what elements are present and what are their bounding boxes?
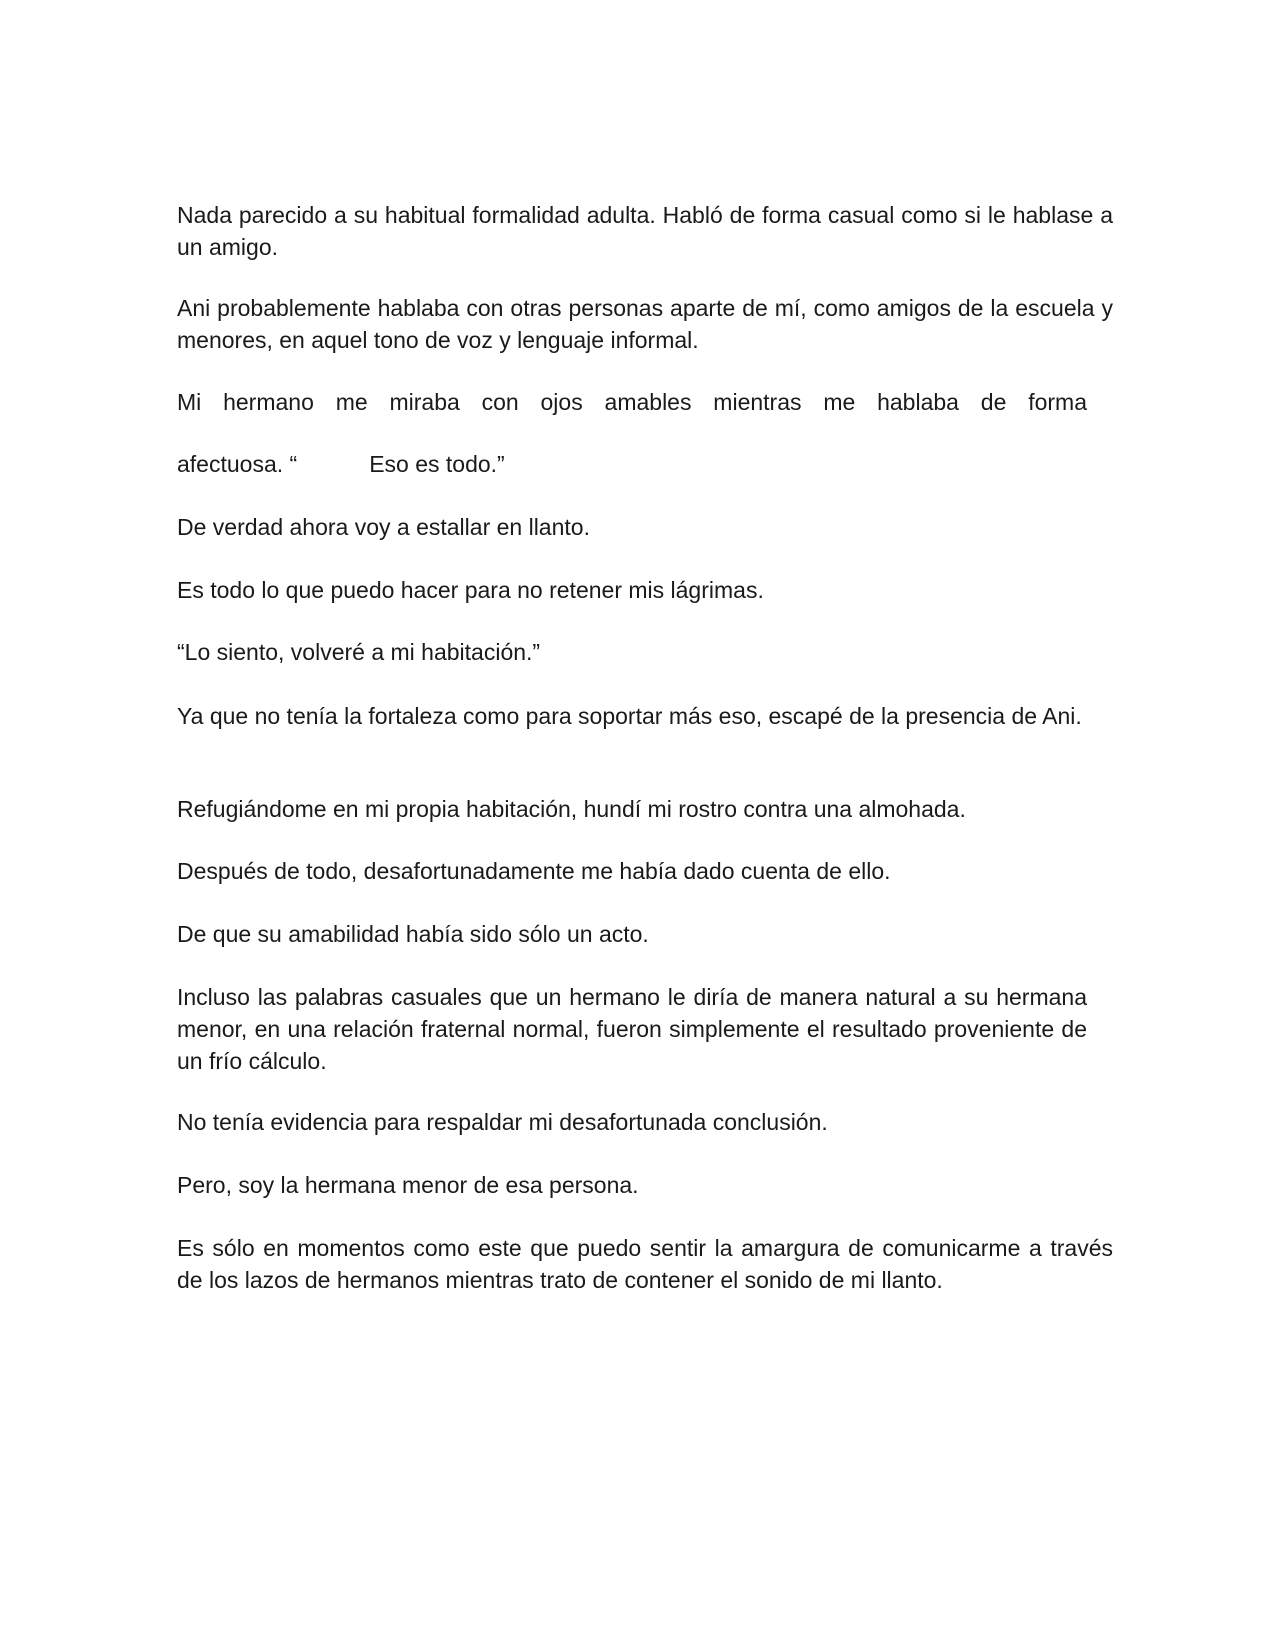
paragraph-11: Incluso las palabras casuales que un hermano le diría de manera natural a su hermana menor, en una relación fraternal normal, fueron simplemente el resultado proveniente de un frío cálculo. <box>177 984 1087 1074</box>
paragraph-6: “Lo siento, volveré a mi habitación.” <box>177 639 541 665</box>
paragraph-13: Pero, soy la hermana menor de esa persona. <box>177 1172 639 1198</box>
paragraph-3-continuation <box>177 448 505 480</box>
paragraph-8: Refugiándome en mi propia habitación, hundí mi rostro contra una almohada. <box>177 796 966 822</box>
paragraph-1: Nada parecido a su habitual formalidad adulta. Habló de forma casual como si le hablase a un amigo. <box>177 202 1113 260</box>
paragraph-3: Mi hermano me miraba con ojos amables mientras me hablaba de forma <box>177 389 1087 415</box>
paragraph-2: Ani probablemente hablaba con otras personas aparte de mí, como amigos de la escuela y menores, en aquel tono de voz y lenguaje informal. <box>177 295 1113 353</box>
paragraph-9: Después de todo, desafortunadamente me había dado cuenta de ello. <box>177 858 891 884</box>
paragraph-7: Ya que no tenía la fortaleza como para soportar más eso, escapé de la presencia de Ani. <box>177 703 1082 729</box>
paragraph-4: De verdad ahora voy a estallar en llanto. <box>177 514 590 540</box>
paragraph-12: No tenía evidencia para respaldar mi desafortunada conclusión. <box>177 1109 828 1135</box>
dialogue-lead: afectuosa. “ <box>177 451 298 477</box>
paragraph-10: De que su amabilidad había sido sólo un acto. <box>177 921 649 947</box>
paragraph-14: Es sólo en momentos como este que puedo sentir la amargura de comunicarme a través de los lazos de hermanos mientras trato de contener el sonido de mi llanto. <box>177 1235 1113 1293</box>
dialogue-quote: Eso es todo.” <box>369 451 505 477</box>
paragraph-5: Es todo lo que puedo hacer para no retener mis lágrimas. <box>177 577 764 603</box>
